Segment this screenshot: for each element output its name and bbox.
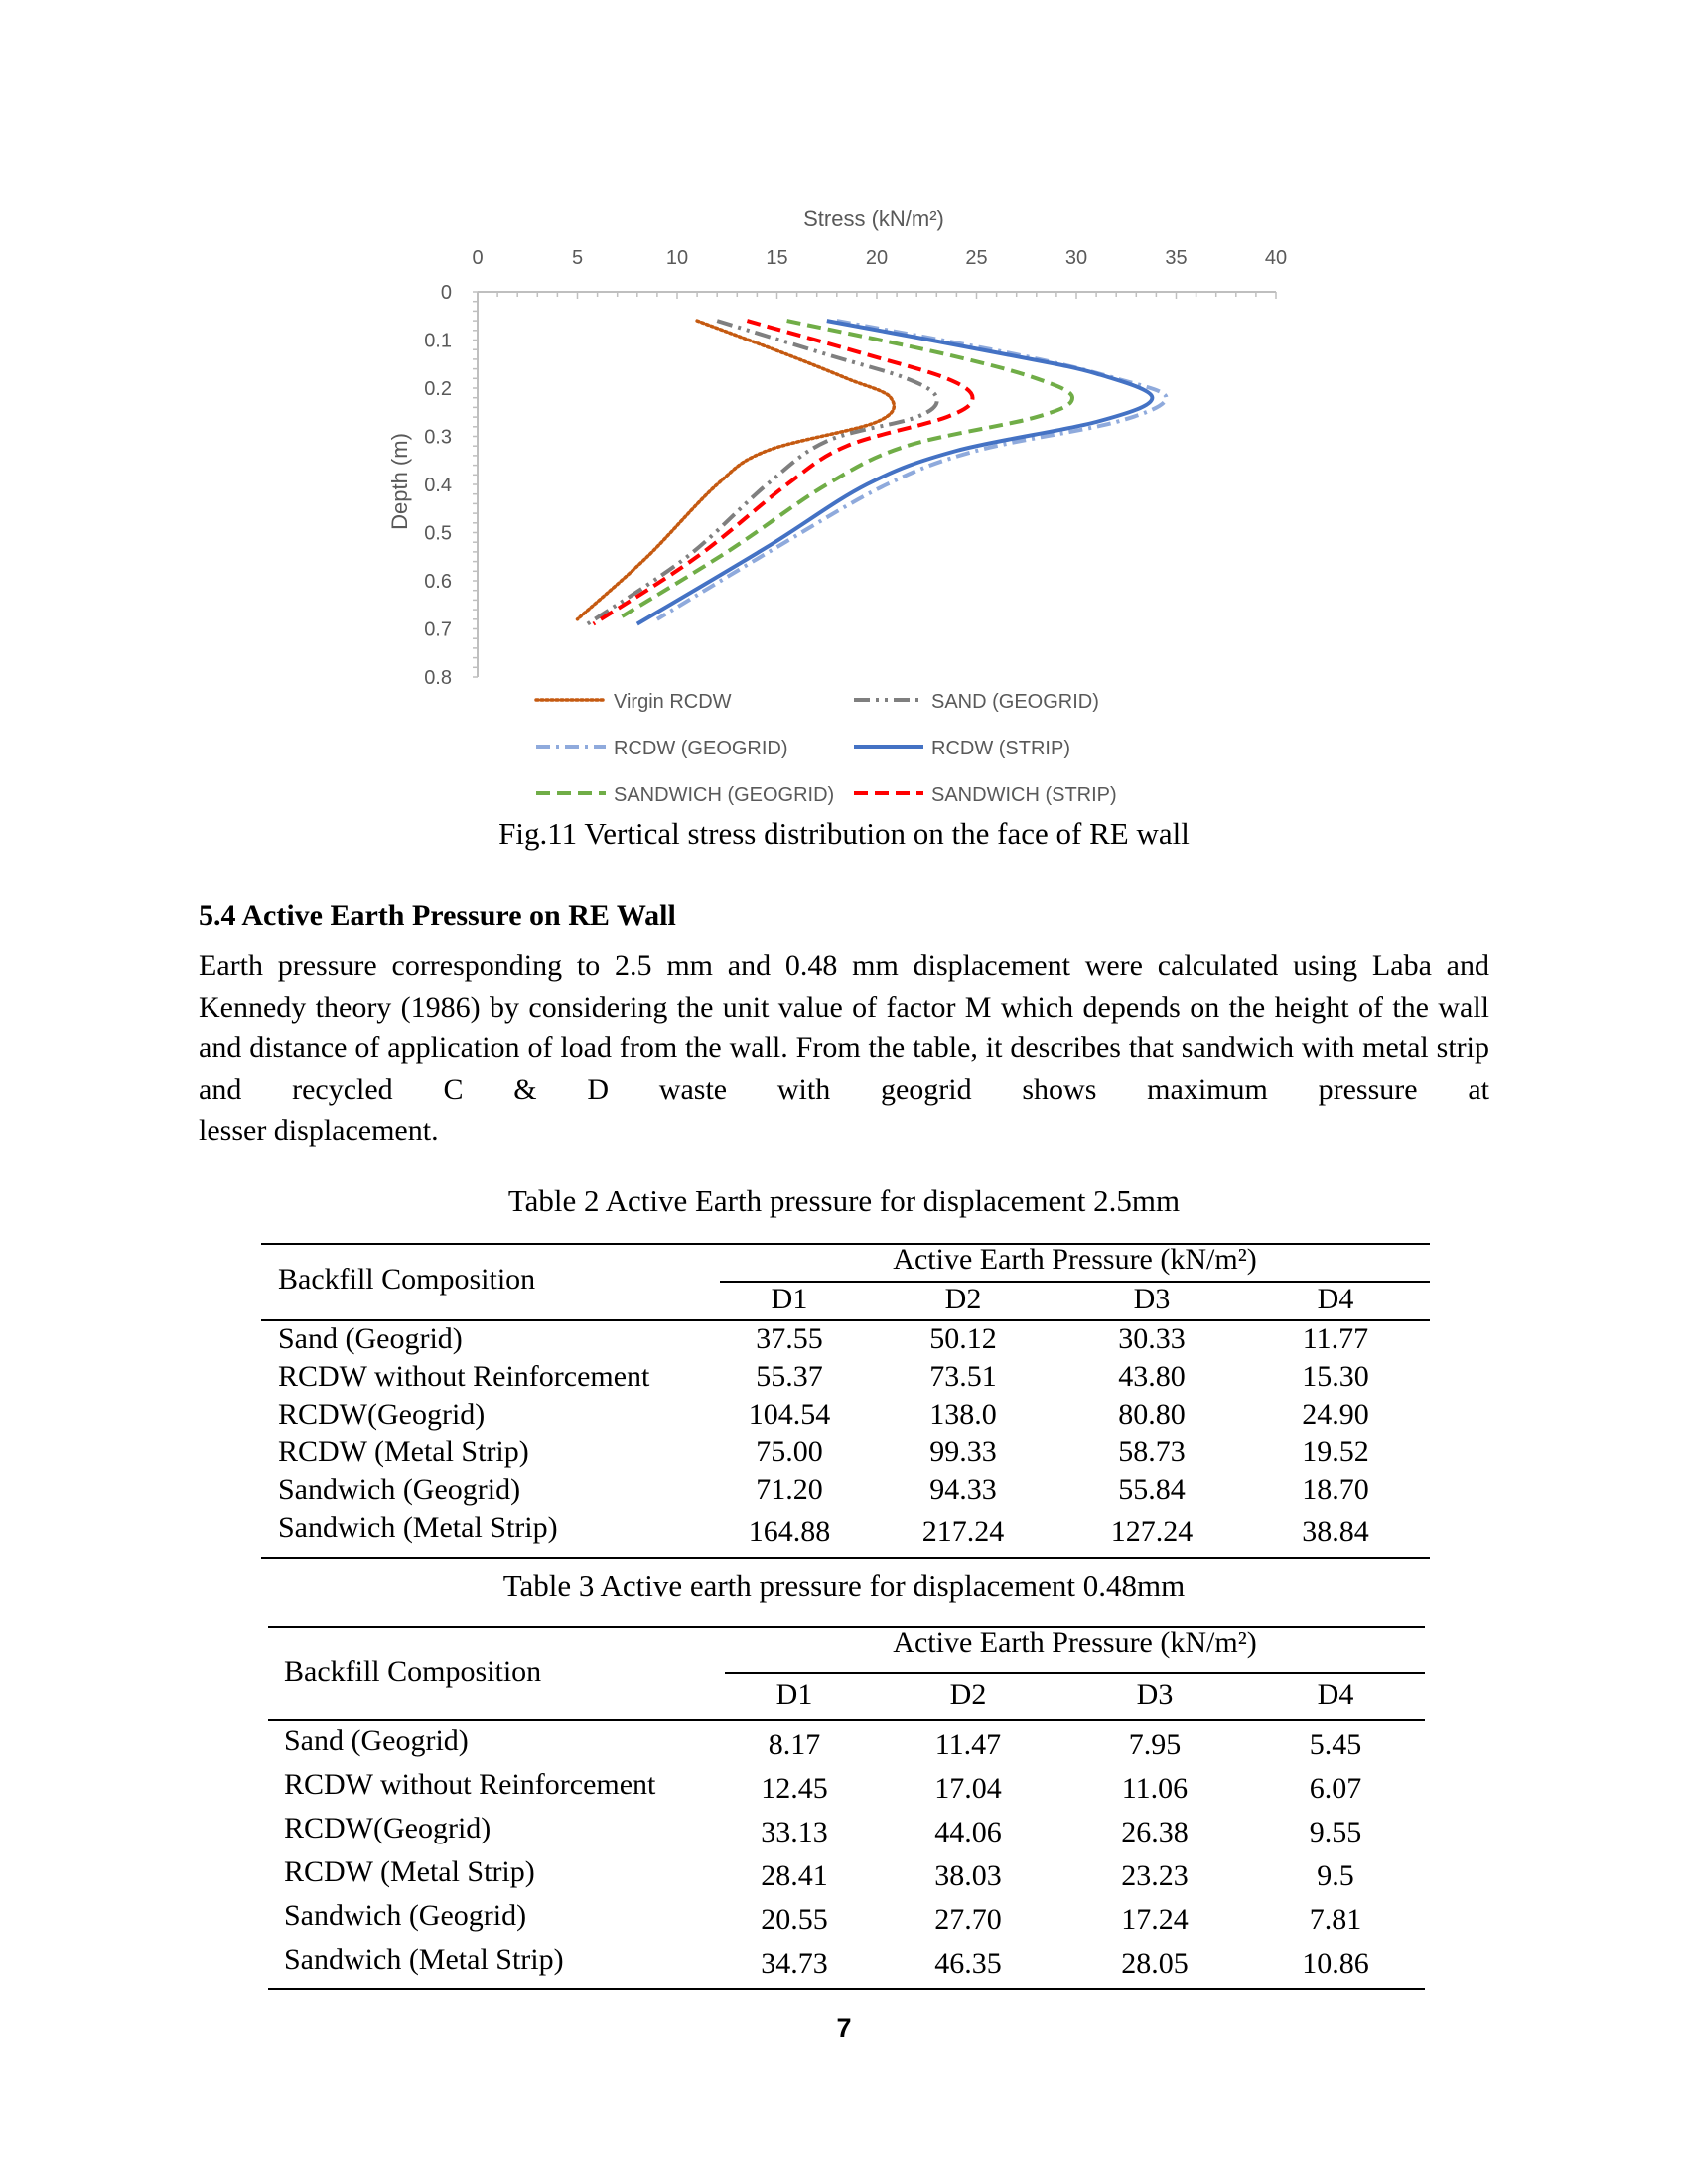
- table2-col-header: D2: [944, 1283, 982, 1315]
- table3-cell: 28.41: [761, 1859, 828, 1892]
- section-paragraph: [199, 945, 1489, 1152]
- y-tick-label: 0.5: [424, 522, 452, 545]
- legend-label: RCDW (STRIP): [931, 738, 1070, 759]
- table3-cell: 27.70: [934, 1903, 1002, 1936]
- table3-cell: 7.95: [1128, 1728, 1182, 1761]
- table3-group-header-text: Active Earth Pressure (kN/m²): [893, 1626, 1257, 1659]
- table2-cell: 71.20: [756, 1473, 823, 1506]
- paragraph-last-line: lesser displacement.: [199, 1114, 439, 1147]
- x-axis-title: Stress (kN/m²): [803, 206, 944, 231]
- table2-col-header: D1: [771, 1283, 808, 1315]
- table2-col-header: D3: [1133, 1283, 1171, 1315]
- table2-bottom-rule: [261, 1557, 1430, 1559]
- table3-cell: 23.23: [1121, 1859, 1189, 1892]
- table2-group-header-text: Active Earth Pressure (kN/m²): [893, 1243, 1257, 1276]
- table3-row-label: RCDW(Geogrid): [284, 1812, 492, 1844]
- table3-cell: 7.81: [1309, 1903, 1362, 1936]
- table3-cell: 44.06: [934, 1816, 1002, 1848]
- table3-cell: 17.24: [1121, 1903, 1189, 1936]
- table2-cell: 55.37: [756, 1360, 823, 1393]
- table2-row-label: Sandwich (Geogrid): [278, 1473, 521, 1506]
- legend-label: SANDWICH (STRIP): [931, 784, 1117, 806]
- table2-row-label: RCDW(Geogrid): [278, 1398, 486, 1431]
- table3-row-label: RCDW (Metal Strip): [284, 1855, 535, 1888]
- y-tick-label: 0.7: [424, 618, 452, 641]
- series-line-sandwich-geogrid: [618, 321, 1072, 619]
- table2-cell: 217.24: [921, 1515, 1005, 1548]
- table3-row-label: Sandwich (Metal Strip): [284, 1943, 564, 1976]
- table3-row-label: Sandwich (Geogrid): [284, 1899, 527, 1932]
- y-tick-label: 0.4: [424, 475, 452, 496]
- table3-cell: 38.03: [934, 1859, 1002, 1892]
- x-tick-label: 35: [1165, 247, 1188, 269]
- table2-header-rule: [261, 1319, 1430, 1321]
- table2-col-header: D4: [1317, 1283, 1354, 1315]
- table2-cell: 55.84: [1118, 1473, 1186, 1506]
- paragraph-body: Earth pressure corresponding to 2.5 mm and 0.48 mm displacement were calculated using Laba and Kennedy theory (1986) by considering the unit value of factor M which depends on the height of the wall and distance of application of load from the wall. From the table, it describes that sandwich with metal strip and recycled C & D waste with geogrid shows maximum pressure at: [199, 949, 1489, 1106]
- stress-depth-chart: [367, 194, 1311, 809]
- table2-cell: 75.00: [756, 1435, 823, 1468]
- table2-cell: 24.90: [1302, 1398, 1369, 1431]
- table3-cell: 10.86: [1302, 1947, 1369, 1979]
- table2-cell: 38.84: [1302, 1515, 1369, 1548]
- table3-cell: 11.47: [934, 1728, 1002, 1761]
- y-tick-label: 0.2: [424, 378, 452, 400]
- table3-header-rule: [268, 1719, 1425, 1721]
- table3-cell: 20.55: [761, 1903, 828, 1936]
- table2-row-label: RCDW (Metal Strip): [278, 1435, 529, 1468]
- table2-cell: 30.33: [1118, 1322, 1186, 1355]
- x-tick-label: 0: [472, 247, 484, 269]
- table3-group-rule: [725, 1672, 1425, 1674]
- y-tick-label: 0.8: [424, 667, 452, 689]
- table2-cell: 164.88: [748, 1515, 831, 1548]
- x-tick-label: 30: [1064, 247, 1088, 269]
- series-line-sand-geogrid: [588, 321, 937, 623]
- table3-col-header: D4: [1317, 1678, 1354, 1710]
- series-line-virgin-rcdw: [578, 321, 895, 619]
- table3-cell: 26.38: [1121, 1816, 1189, 1848]
- table2-caption: Table 2 Active Earth pressure for displacement 2.5mm: [507, 1183, 1181, 1218]
- legend-label: Virgin RCDW: [614, 691, 732, 713]
- x-tick-label: 5: [571, 247, 584, 269]
- series-line-rcdw-strip: [637, 321, 1153, 623]
- table3-col-header: D3: [1136, 1678, 1174, 1710]
- table2-cell: 19.52: [1302, 1435, 1369, 1468]
- legend-label: RCDW (GEOGRID): [614, 738, 788, 759]
- table3-cell: 46.35: [934, 1947, 1002, 1979]
- table2-row-label: Sand (Geogrid): [278, 1322, 463, 1355]
- table2-cell: 18.70: [1302, 1473, 1369, 1506]
- table3-cell: 6.07: [1309, 1772, 1362, 1805]
- table3-col-header: D2: [949, 1678, 987, 1710]
- table3-cell: 17.04: [934, 1772, 1002, 1805]
- table3-cell: 8.17: [768, 1728, 821, 1761]
- table2-cell: 11.77: [1302, 1322, 1369, 1355]
- table3-cell: 9.5: [1317, 1859, 1354, 1892]
- x-tick-label: 20: [865, 247, 889, 269]
- table3-col-header: D1: [775, 1678, 813, 1710]
- y-tick-label: 0.1: [424, 330, 452, 352]
- x-tick-label: 40: [1264, 247, 1288, 269]
- table2-row-label: RCDW without Reinforcement: [278, 1360, 650, 1393]
- table3-row-label: Sand (Geogrid): [284, 1724, 469, 1757]
- table3-cell: 9.55: [1309, 1816, 1362, 1848]
- table2-cell: 58.73: [1118, 1435, 1186, 1468]
- table2-cell: 37.55: [756, 1322, 823, 1355]
- table3-cell: 28.05: [1121, 1947, 1189, 1979]
- table2-cell: 99.33: [929, 1435, 997, 1468]
- table3-row-header: Backfill Composition: [284, 1655, 542, 1688]
- table2-cell: 50.12: [929, 1322, 997, 1355]
- x-tick-label: 10: [665, 247, 689, 269]
- section-heading: 5.4 Active Earth Pressure on RE Wall: [199, 899, 676, 932]
- y-tick-label: 0.3: [424, 426, 452, 449]
- table3-group-header: [725, 1626, 1425, 1660]
- x-tick-label: 15: [766, 247, 788, 269]
- table3-bottom-rule: [268, 1988, 1425, 1990]
- table3-cell: 5.45: [1309, 1728, 1362, 1761]
- table3-cell: 33.13: [761, 1816, 828, 1848]
- legend-label: SAND (GEOGRID): [931, 691, 1099, 713]
- y-tick-label: 0: [440, 282, 452, 304]
- table3-cell: 11.06: [1121, 1772, 1189, 1805]
- table2-cell: 94.33: [929, 1473, 997, 1506]
- x-tick-label: 25: [965, 247, 988, 269]
- page-number: 7: [836, 2013, 852, 2043]
- table2-cell: 104.54: [748, 1398, 831, 1431]
- table3-cell: 12.45: [761, 1772, 828, 1805]
- table2-cell: 80.80: [1118, 1398, 1186, 1431]
- table3-caption: Table 3 Active earth pressure for displacement 0.48mm: [502, 1569, 1186, 1603]
- table2-row-label: Sandwich (Metal Strip): [278, 1511, 558, 1544]
- table2-cell: 138.0: [929, 1398, 997, 1431]
- figure-caption: Fig.11 Vertical stress distribution on the face of RE wall: [498, 816, 1190, 851]
- table2-cell: 43.80: [1118, 1360, 1186, 1393]
- table2-group-header: [720, 1243, 1430, 1277]
- table2-cell: 73.51: [929, 1360, 997, 1393]
- table2-cell: 15.30: [1302, 1360, 1369, 1393]
- legend-label: SANDWICH (GEOGRID): [614, 784, 835, 806]
- table3-row-label: RCDW without Reinforcement: [284, 1768, 656, 1801]
- table2-cell: 127.24: [1110, 1515, 1194, 1548]
- y-tick-label: 0.6: [424, 571, 452, 593]
- y-axis-title: Depth (m): [387, 433, 412, 530]
- table2-row-header: Backfill Composition: [278, 1263, 536, 1296]
- table3-cell: 34.73: [761, 1947, 828, 1979]
